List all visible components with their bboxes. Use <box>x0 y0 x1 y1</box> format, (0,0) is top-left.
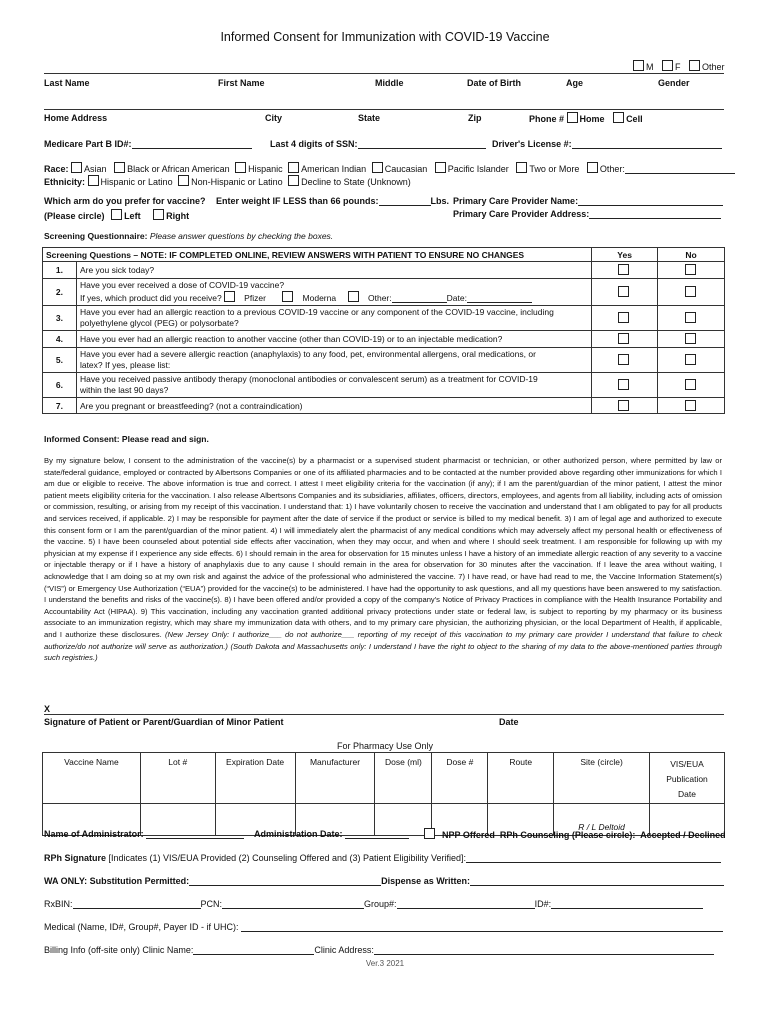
middle-label: Middle <box>375 78 404 88</box>
race-asian-label: Asian <box>84 164 107 174</box>
table-row <box>43 331 725 348</box>
license-field[interactable] <box>492 139 722 149</box>
q1-no-cell <box>658 262 725 279</box>
race-pacific-checkbox[interactable] <box>435 162 446 173</box>
screening-instruction: Please answer questions by checking the boxes. <box>149 231 334 241</box>
ethnicity-decline-label: Decline to State (Unknown) <box>301 177 411 187</box>
col-manufacturer: Manufacturer <box>295 753 375 804</box>
pharmacy-header-row <box>43 753 725 804</box>
race-hispanic-label: Hispanic <box>248 164 283 174</box>
race-hispanic-checkbox[interactable] <box>235 162 246 173</box>
home-checkbox[interactable] <box>567 112 578 123</box>
race-caucasian-checkbox[interactable] <box>372 162 383 173</box>
q2-no-checkbox[interactable] <box>685 286 696 297</box>
medicare-field[interactable] <box>44 139 252 149</box>
ethnicity-row <box>44 175 411 187</box>
city-label: City <box>265 113 283 123</box>
q4-yes-checkbox[interactable] <box>618 333 629 344</box>
gender-options <box>633 60 725 72</box>
dose-date-input[interactable] <box>467 293 532 303</box>
question-number: 6. <box>43 373 77 398</box>
arm-right-label: Right <box>166 211 190 221</box>
group-label: Group#: <box>364 899 397 909</box>
pharmacy-table <box>42 752 725 836</box>
gender-f-label: F <box>675 62 681 72</box>
q1-yes-cell <box>592 262 658 279</box>
table-row <box>43 348 725 373</box>
wa-substitution-label: WA ONLY: Substitution Permitted: <box>44 876 190 886</box>
consent-body: By my signature below, I consent to the administration of the vaccine(s) by a pharmacist or a supervised student pharmacist or technician, or other authorized person, where permitted by law or state/federal guidance, employed or contracted by Albertsons Companies or one of its affiliated pharmacies and to be contacted at the number provided above regarding other immunizations for which I am due or eligible to receive. The above information is true and correct. I attest I meet eligibility criteria for the vaccination (if any); if I am the parent/guardian of the minor patient, I attest the minor patient meets eligibility criteria for the vaccination. I also release Albertsons Companies and its subsidiaries, affiliates, officers, directors, employees, and agents from all liability, including acts of omission or commission, resulting, or arising from my receipt of this vaccination. I understand that: 1) I have voluntarily chosen to receive the vaccination and understand that I am obligated to pay for all products and services received, if applicable. 2) I may be responsible for payment after the date of service if the product or service is billed to my medical benefit. 3) I am of legal age and authorized to execute this consent form or I am the parent/guardian of the minor patient. 4) I will immediately alert the pharmacist of any medical conditions which may adversely affect my personal health or effectiveness of the vaccine. 5) I have been counseled about potential side effects after vaccination, when they may occur, and when and where I should seek treatment. I am responsible for following up with my physician at my expense if I experience any side effects. 6) I should remain in the area for observation for 15 minutes unless I have a history of an immediate allergic reaction of any severity to a vaccine or injectable therapy or if I have a history of anaphylaxis due to any cause I should remain in the area for observation for 30 minutes after the vaccination. If I leave the area without waiting, I acknowledge that I am doing so at my own risk and against the advice of the professional who administered the vaccine. 7) I have read, or have had read to me, the Vaccine Information Statement(s) (“VIS”) or Emergency Use Authorization (“EUA”) provided for the vaccine(s) to be administered. I have had the opportunity to ask questions, and all my questions have been answered to my satisfaction. I understand the benefits and risks of the vaccine(s). 8) I have been offered and/or provided a copy of the company's Notice of Privacy Practices in compliance with the Health Insurance Portability and Accountability Act (HIPAA). 9) This vaccination, including any vaccination granted additional privacy protections under state or federal law, is subject to reporting by my pharmacy or its business associate to an immunization registry, which may share my immunization data with others, and to my primary care physician, the authorizing physician, or the local Department of Health, if applicable, and I authorize these disclosures. <box>44 456 722 639</box>
last-name-label: Last Name <box>44 78 90 88</box>
race-american-indian-label: American Indian <box>301 164 367 174</box>
col-vis-label: VIS/EUA Publication <box>666 759 708 784</box>
screening-header-row <box>43 248 725 262</box>
rph-signature-field[interactable] <box>44 853 721 863</box>
first-name-label: First Name <box>218 78 265 88</box>
phone-group <box>529 112 643 124</box>
rxbin-input[interactable] <box>73 899 201 909</box>
home-address-label: Home Address <box>44 113 108 123</box>
administrator-label: Name of Administrator: <box>44 829 144 839</box>
q5-no-checkbox[interactable] <box>685 354 696 365</box>
question-text: Are you sick today? <box>76 262 591 279</box>
signature-date-label: Date <box>499 717 519 727</box>
question-subtext: within the last 90 days? <box>79 385 169 395</box>
administrator-field[interactable] <box>44 829 244 839</box>
consent-paragraph <box>44 455 722 664</box>
provider-address-label: Primary Care Provider Address: <box>453 209 590 219</box>
screening-title-label: Screening Questionnaire: <box>44 231 148 241</box>
pfizer-label: Pfizer <box>244 293 266 303</box>
race-asian-checkbox[interactable] <box>71 162 82 173</box>
signature-label: Signature of Patient or Parent/Guardian of Minor Patient <box>44 717 284 727</box>
arm-right-checkbox[interactable] <box>153 209 164 220</box>
q5-no-cell <box>658 348 725 373</box>
weight-unit: Lbs. <box>430 196 450 206</box>
other-product-label: Other: <box>368 293 392 303</box>
question-cell <box>76 306 591 331</box>
provider-name-field[interactable] <box>453 196 723 206</box>
npp-checkbox[interactable] <box>424 828 435 839</box>
consent-state-note: (New Jersey Only: I authorize___ do not authorize___ reporting of my receipt of this vaccination to my primary care provider I understand that failure to check authorize/do not authorize will serve as authorization.) (South Dakota and Massachusetts only: I understand I have the right to object to the sharing of my data to the above-mentioned parties through such registries.) <box>44 629 722 663</box>
site-cell[interactable]: R / L Deltoid <box>554 804 650 836</box>
ethnicity-non-hispanic-checkbox[interactable] <box>178 175 189 186</box>
q2-no-cell <box>658 279 725 306</box>
q7-yes-checkbox[interactable] <box>618 400 629 411</box>
no-header: No <box>658 248 725 262</box>
q3-no-checkbox[interactable] <box>685 312 696 323</box>
cell-checkbox[interactable] <box>613 112 624 123</box>
question-number: 4. <box>43 331 77 348</box>
question-text: Have you ever received a dose of COVID-19 vaccine? <box>79 280 285 290</box>
q5-yes-cell <box>592 348 658 373</box>
table-row <box>43 279 725 306</box>
moderna-checkbox[interactable] <box>282 291 293 302</box>
ethnicity-hispanic-checkbox[interactable] <box>88 175 99 186</box>
q3-no-cell <box>658 306 725 331</box>
col-dose-number: Dose # <box>432 753 488 804</box>
question-text: Have you received passive antibody therapy (monoclonal antibodies or convalescent serum) as a treatment for COVID-19 <box>79 374 538 384</box>
arm-left-label: Left <box>124 211 141 221</box>
q6-yes-checkbox[interactable] <box>618 379 629 390</box>
gender-f-checkbox[interactable] <box>662 60 673 71</box>
table-row <box>43 306 725 331</box>
question-number: 3. <box>43 306 77 331</box>
rxbin-label: RxBIN: <box>44 899 73 909</box>
name-line[interactable] <box>44 73 724 74</box>
race-row <box>44 162 735 174</box>
ethnicity-hispanic-label: Hispanic or Latino <box>100 177 173 187</box>
col-dose-ml: Dose (ml) <box>375 753 432 804</box>
q1-yes-checkbox[interactable] <box>618 264 629 275</box>
billing-ids-row <box>44 899 703 909</box>
screening-table <box>42 247 725 414</box>
table-row <box>43 398 725 414</box>
clinic-address-label: Clinic Address: <box>314 945 374 955</box>
pfizer-checkbox[interactable] <box>224 291 235 302</box>
phone-label: Phone # <box>529 114 565 124</box>
page-title: Informed Consent for Immunization with COVID-19 Vaccine <box>220 30 550 44</box>
gender-m-label: M <box>646 62 654 72</box>
col-lot: Lot # <box>140 753 215 804</box>
q4-yes-cell <box>592 331 658 348</box>
id-input[interactable] <box>551 899 703 909</box>
version-label: Ver.3 2021 <box>365 959 405 968</box>
pcn-label: PCN: <box>200 899 223 909</box>
yes-header: Yes <box>592 248 658 262</box>
ethnicity-decline-checkbox[interactable] <box>288 175 299 186</box>
table-row <box>43 373 725 398</box>
q7-yes-cell <box>592 398 658 414</box>
q2-yes-cell <box>592 279 658 306</box>
signature-x: X <box>44 704 51 714</box>
question-subtext: polyethylene glycol (PEG) or polysorbate? <box>79 318 239 328</box>
q7-no-checkbox[interactable] <box>685 400 696 411</box>
dose-date-label: Date: <box>446 293 467 303</box>
q5-yes-checkbox[interactable] <box>618 354 629 365</box>
zip-label: Zip <box>468 113 482 123</box>
q2-product-row <box>80 291 588 304</box>
question-text: Have you ever had an allergic reaction to a previous COVID-19 vaccine or any component of the COVID-19 vaccine, including <box>79 307 554 317</box>
moderna-label: Moderna <box>302 293 337 303</box>
ssn-label: Last 4 digits of SSN: <box>270 139 358 149</box>
col-expiration: Expiration Date <box>215 753 295 804</box>
provider-name-label: Primary Care Provider Name: <box>453 196 579 206</box>
q1-no-checkbox[interactable] <box>685 264 696 275</box>
home-label: Home <box>579 114 605 124</box>
question-number: 1. <box>43 262 77 279</box>
col-route: Route <box>488 753 554 804</box>
gender-other-checkbox[interactable] <box>689 60 700 71</box>
admin-date-field[interactable] <box>254 829 409 839</box>
q3-yes-checkbox[interactable] <box>618 312 629 323</box>
state-label: State <box>358 113 381 123</box>
address-line[interactable] <box>44 109 724 110</box>
weight-label: Enter weight IF LESS than 66 pounds: <box>216 196 379 206</box>
col-site-label: Site <box>580 757 595 767</box>
medicare-label: Medicare Part B ID#: <box>44 139 132 149</box>
clinic-name-input[interactable] <box>193 945 314 955</box>
ethnicity-label: Ethnicity: <box>44 177 86 187</box>
race-two-checkbox[interactable] <box>516 162 527 173</box>
col-vis-date: Date <box>678 789 696 799</box>
question-cell <box>76 373 591 398</box>
npp-row <box>424 828 726 840</box>
gender-m-checkbox[interactable] <box>633 60 644 71</box>
accepted-declined-option[interactable]: Accepted / Declined <box>640 830 726 840</box>
question-text: Have you ever had a severe allergic reaction (anaphylaxis) to any food, pet, environmental allergens, oral medications, or <box>79 349 536 359</box>
arm-question: Which arm do you prefer for vaccine? <box>44 196 206 206</box>
question-cell <box>76 279 591 306</box>
ethnicity-non-hispanic-label: Non-Hispanic or Latino <box>191 177 283 187</box>
npp-label: NPP Offered <box>442 830 495 840</box>
dob-label: Date of Birth <box>467 78 521 88</box>
race-other-checkbox[interactable] <box>587 162 598 173</box>
screening-title <box>44 231 333 241</box>
gender-label: Gender <box>658 78 690 88</box>
col-site-circle: (circle) <box>597 757 623 767</box>
rph-signature-label: RPh Signature <box>44 853 107 863</box>
q4-no-checkbox[interactable] <box>685 333 696 344</box>
race-pacific-label: Pacific Islander <box>447 164 509 174</box>
weight-field[interactable] <box>216 196 449 206</box>
rph-counseling-label: RPh Counseling (Please circle): <box>499 830 636 840</box>
pcn-input[interactable] <box>222 899 364 909</box>
license-label: Driver's License #: <box>492 139 572 149</box>
question-cell <box>76 348 591 373</box>
signature-line[interactable] <box>44 714 724 715</box>
q2-yes-checkbox[interactable] <box>618 286 629 297</box>
col-vaccine-name: Vaccine Name <box>43 753 141 804</box>
clinic-address-input[interactable] <box>374 945 714 955</box>
arm-row <box>44 209 189 221</box>
col-vis <box>650 753 725 804</box>
billing-info-row <box>44 945 714 955</box>
q7-no-cell <box>658 398 725 414</box>
question-text: Have you ever had an allergic reaction to another vaccine (other than COVID-19) or to an injectable medication? <box>76 331 591 348</box>
screening-header: Screening Questions – NOTE: IF COMPLETED ONLINE, REVIEW ANSWERS WITH PATIENT TO ENSURE NO CHANGES <box>43 248 592 262</box>
race-black-label: Black or African American <box>127 164 230 174</box>
pharmacy-title: For Pharmacy Use Only <box>336 741 434 751</box>
wa-substitution-field[interactable] <box>44 876 724 886</box>
race-black-checkbox[interactable] <box>114 162 125 173</box>
race-label: Race: <box>44 164 69 174</box>
question-subtext: latex? If yes, please list: <box>79 360 171 370</box>
question-number: 2. <box>43 279 77 306</box>
race-other-input[interactable] <box>625 164 735 174</box>
race-american-indian-checkbox[interactable] <box>288 162 299 173</box>
rph-signature-note: [Indicates (1) VIS/EUA Provided (2) Counseling Offered and (3) Patient Eligibility Verified]: <box>108 853 467 863</box>
q6-no-checkbox[interactable] <box>685 379 696 390</box>
provider-address-field[interactable] <box>453 209 721 219</box>
group-input[interactable] <box>397 899 535 909</box>
col-site <box>554 753 650 804</box>
cell-label: Cell <box>626 114 643 124</box>
q3-yes-cell <box>592 306 658 331</box>
medical-label: Medical (Name, ID#, Group#, Payer ID - if UHC): <box>44 922 239 932</box>
arm-left-checkbox[interactable] <box>111 209 122 220</box>
consent-title: Informed Consent: Please read and sign. <box>44 434 209 444</box>
race-two-label: Two or More <box>529 164 580 174</box>
question-text: Are you pregnant or breastfeeding? (not a contraindication) <box>76 398 591 414</box>
other-product-checkbox[interactable] <box>348 291 359 302</box>
id-label: ID#: <box>534 899 552 909</box>
q6-no-cell <box>658 373 725 398</box>
medical-field[interactable] <box>44 922 723 932</box>
q6-yes-cell <box>592 373 658 398</box>
question-number: 7. <box>43 398 77 414</box>
gender-other-label: Other <box>702 62 725 72</box>
race-other-label: Other: <box>599 164 625 174</box>
other-product-input[interactable] <box>392 293 447 303</box>
ssn-field[interactable] <box>270 139 486 149</box>
question-subtext: If yes, which product did you receive? <box>79 293 222 303</box>
q4-no-cell <box>658 331 725 348</box>
table-row <box>43 262 725 279</box>
admin-date-label: Administration Date: <box>254 829 343 839</box>
dispense-as-written-label: Dispense as Written: <box>381 876 471 886</box>
clinic-name-label: Billing Info (off-site only) Clinic Name: <box>44 945 194 955</box>
race-caucasian-label: Caucasian <box>384 164 428 174</box>
question-number: 5. <box>43 348 77 373</box>
age-label: Age <box>566 78 584 88</box>
arm-circle-label: (Please circle) <box>44 211 105 221</box>
